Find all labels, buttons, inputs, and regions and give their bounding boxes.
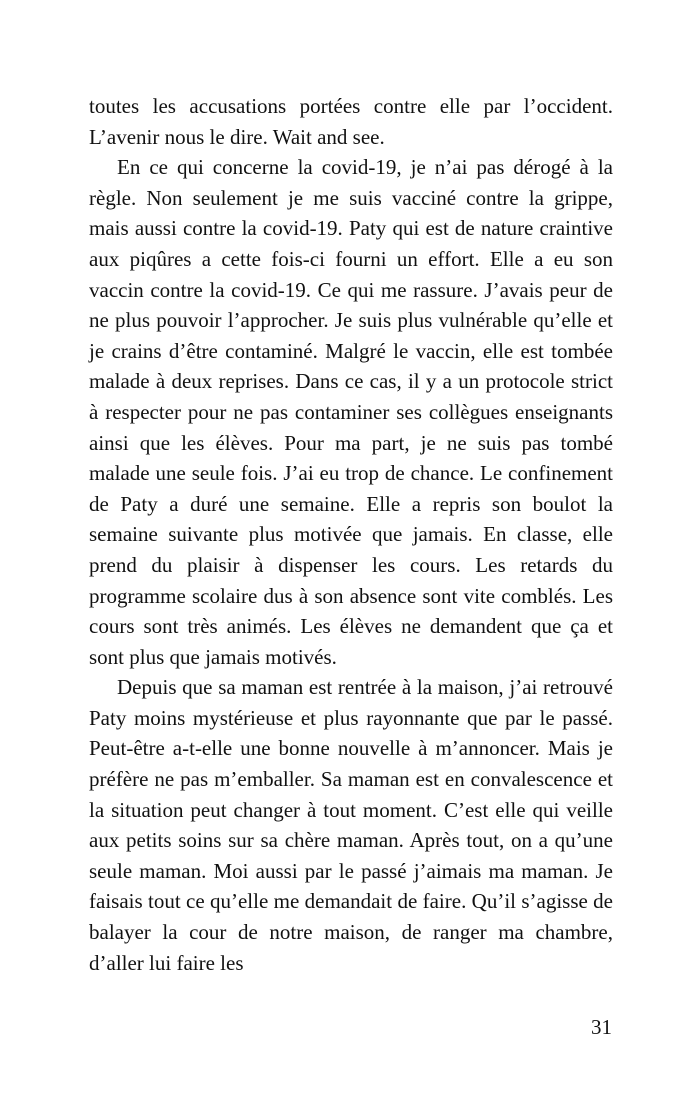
body-text — [89, 91, 613, 978]
paragraph-covid: En ce qui concerne la covid-19, je n’ai pas dérogé à la règle. Non seulement je me suis vacciné contre la grippe, mais aussi contre la covid-19. Paty qui est de nature craintive aux piqûres a cette fois-ci fourni un effort. Elle a eu son vaccin contre la covid-19. Ce qui me rassure. J’avais peur de ne plus pouvoir l’approcher. Je suis plus vulnérable qu’elle et je crains d’être contaminé. Malgré le vaccin, elle est tombée malade à deux reprises. Dans ce cas, il y a un protocole strict à respecter pour ne pas contaminer ses collègues enseignants ainsi que les élèves. Pour ma part, je ne suis pas tombé malade une seule fois. J’ai eu trop de chance. Le confinement de Paty a duré une semaine. Elle a repris son boulot la semaine suivante plus motivée que jamais. En classe, elle prend du plaisir à dispenser les cours. Les retards du programme scolaire dus à son absence sont vite comblés. Les cours sont très animés. Les élèves ne demandent que ça et sont plus que jamais motivés. — [89, 155, 613, 669]
paragraph-continuation: toutes les accusations portées contre elle par l’occident. L’avenir nous le dire. Wait and see. — [89, 94, 613, 149]
paragraph-maman: Depuis que sa maman est rentrée à la maison, j’ai retrouvé Paty moins mystérieuse et plus rayonnante que par le passé. Peut-être a-t-elle une bonne nouvelle à m’annoncer. Mais je préfère ne pas m’emballer. Sa maman est en convalescence et la situation peut changer à tout moment. C’est elle qui veille aux petits soins sur sa chère maman. Après tout, on a qu’une seule maman. Moi aussi par le passé j’aimais ma maman. Je faisais tout ce qu’elle me demandait de faire. Qu’il s’agisse de balayer la cour de notre maison, de ranger ma chambre, d’aller lui faire les — [89, 675, 613, 975]
page-number: 31 — [591, 1015, 612, 1039]
